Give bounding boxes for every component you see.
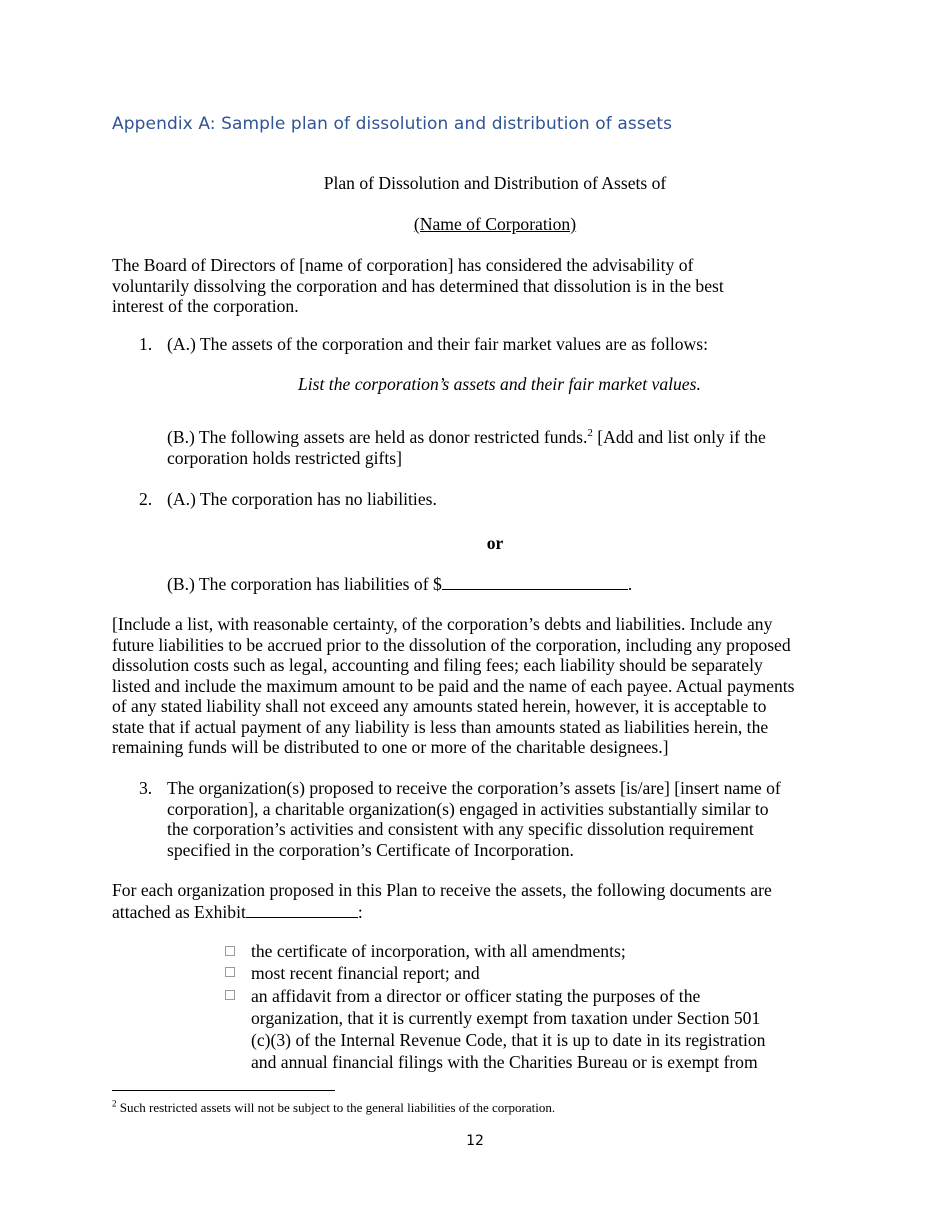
item-2a-text: (A.) The corporation has no liabilities. (167, 489, 437, 509)
item-2b-text: (B.) The corporation has liabilities of $ . (167, 574, 633, 594)
item-1b-text: (B.) The following assets are held as donor restricted funds.$^2$ [Add and list only if the corporation holds restricted gifts] (167, 427, 766, 468)
exhibit-letter-blank[interactable] (246, 901, 358, 918)
checkbox-financial-report[interactable] (225, 967, 235, 977)
intro-paragraph: The Board of Directors of [name of corporation] has considered the advisability of voluntarily dissolving the corporation and has determined that dissolution is in the best interest of the corporation. (112, 255, 724, 316)
plan-title: Plan of Dissolution and Distribution of Assets of (323, 173, 667, 193)
section-heading: Appendix A: Sample plan of dissolution and distribution of assets (112, 114, 673, 134)
footnote-reference: 2 (587, 427, 593, 440)
item-1a-text: (A.) The assets of the corporation and their fair market values are as follows: (167, 334, 708, 354)
item-2-number: 2. (139, 489, 153, 509)
item-1-number: 1. (139, 334, 153, 354)
item-3-text: The organization(s) proposed to receive the corporation’s assets [is/are] [insert name of corporation], a charitable organization(s) engaged in activities substantially similar to the corporation’s activities and consistent with any specific dissolution requirement specified in the corporation’s Certificate of Incorporation. (167, 778, 781, 860)
checkbox-certificate[interactable] (225, 946, 235, 956)
or-separator: or (486, 533, 504, 553)
item-3-number: 3. (139, 778, 153, 798)
checklist-item-certificate: the certificate of incorporation, with all amendments; (251, 941, 626, 961)
footnote: $^2$ Such restricted assets will not be subject to the general liabilities of the corporation. (112, 1098, 556, 1115)
liabilities-amount-blank[interactable] (442, 573, 628, 590)
liabilities-instructions: [Include a list, with reasonable certainty, of the corporation’s debts and liabilities. Include any future liabilities to be accrued prior to the dissolution of the corporation, including any proposed dissolution costs such as legal, accounting and filing fees; each liability should be separately listed and include the maximum amount to be paid and the name of each payee. Actual payments of any stated liability shall not exceed any amounts stated herein, however, it is acceptable to state that if actual payment of any liability is less than amounts stated as liabilities herein, the remaining funds will be distributed to one or more of the charitable designees.] (112, 614, 795, 757)
assets-list-instruction: List the corporation’s assets and their fair market values. (298, 374, 701, 394)
checklist-item-financial-report: most recent financial report; and (251, 963, 480, 983)
page-number: 12 (466, 1133, 484, 1149)
exhibit-paragraph: For each organization proposed in this Plan to receive the assets, the following documents are attached as Exhibit : (112, 880, 772, 922)
checkbox-affidavit[interactable] (225, 990, 235, 1000)
checklist-item-affidavit: an affidavit from a director or officer stating the purposes of the organization, that it is currently exempt from taxation under Section 501 (c)(3) of the Internal Revenue Code, that it is up to date in its registration and annual financial filings with the Charities Bureau or is exempt from (251, 986, 766, 1072)
corporation-name-placeholder: (Name of Corporation) (413, 214, 577, 234)
footnote-separator (112, 1090, 335, 1091)
